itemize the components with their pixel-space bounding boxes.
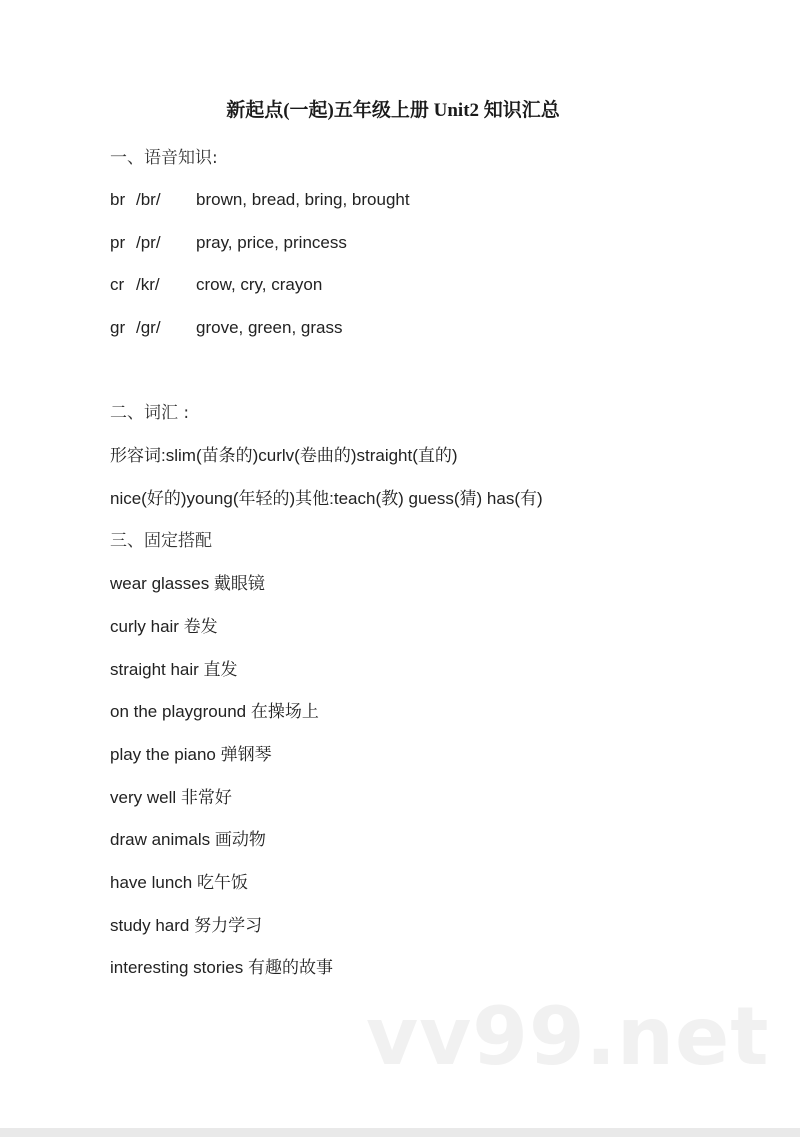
phonics-words: crow, cry, crayon <box>196 275 323 294</box>
phrase-item: have lunch 吃午饭 <box>110 873 248 892</box>
phrase-item: draw animals 画动物 <box>110 830 266 849</box>
phrase-item: wear glasses 戴眼镜 <box>110 574 265 593</box>
document-title: 新起点(一起)五年级上册 Unit2 知识汇总 <box>226 100 560 121</box>
phrase-item: curly hair 卷发 <box>110 617 218 636</box>
phrase-item: very well 非常好 <box>110 788 232 807</box>
phonics-words: grove, green, grass <box>196 318 343 337</box>
phrase-item: study hard 努力学习 <box>110 916 263 935</box>
phrase-item: interesting stories 有趣的故事 <box>110 958 333 977</box>
phonics-ipa: /pr/ <box>136 233 161 252</box>
phonics-ipa: /gr/ <box>136 318 161 337</box>
vocabulary-line: nice(好的)young(年轻的)其他:teach(教) guess(猜) has(有) <box>110 489 543 508</box>
phrase-item: play the piano 弹钢琴 <box>110 745 272 764</box>
watermark: vv99.net <box>366 990 770 1083</box>
phrase-item: on the playground 在操场上 <box>110 702 319 721</box>
phonics-letters: pr <box>110 233 126 252</box>
phonics-ipa: /br/ <box>136 190 161 209</box>
phonics-letters: br <box>110 190 126 209</box>
section-1-heading: 一、语音知识: <box>110 148 218 168</box>
phrase-item: straight hair 直发 <box>110 660 238 679</box>
phonics-ipa: /kr/ <box>136 275 160 294</box>
phonics-letters: cr <box>110 275 125 294</box>
phonics-words: brown, bread, bring, brought <box>196 190 410 209</box>
phonics-letters: gr <box>110 318 126 337</box>
vocabulary-line: 形容词:slim(苗条的)curlv(卷曲的)straight(直的) <box>110 446 458 465</box>
phonics-words: pray, price, princess <box>196 233 347 252</box>
section-3-heading: 三、固定搭配 <box>110 531 212 551</box>
section-2-heading: 二、词汇 : <box>110 403 190 423</box>
page-bottom-edge <box>0 1128 800 1137</box>
